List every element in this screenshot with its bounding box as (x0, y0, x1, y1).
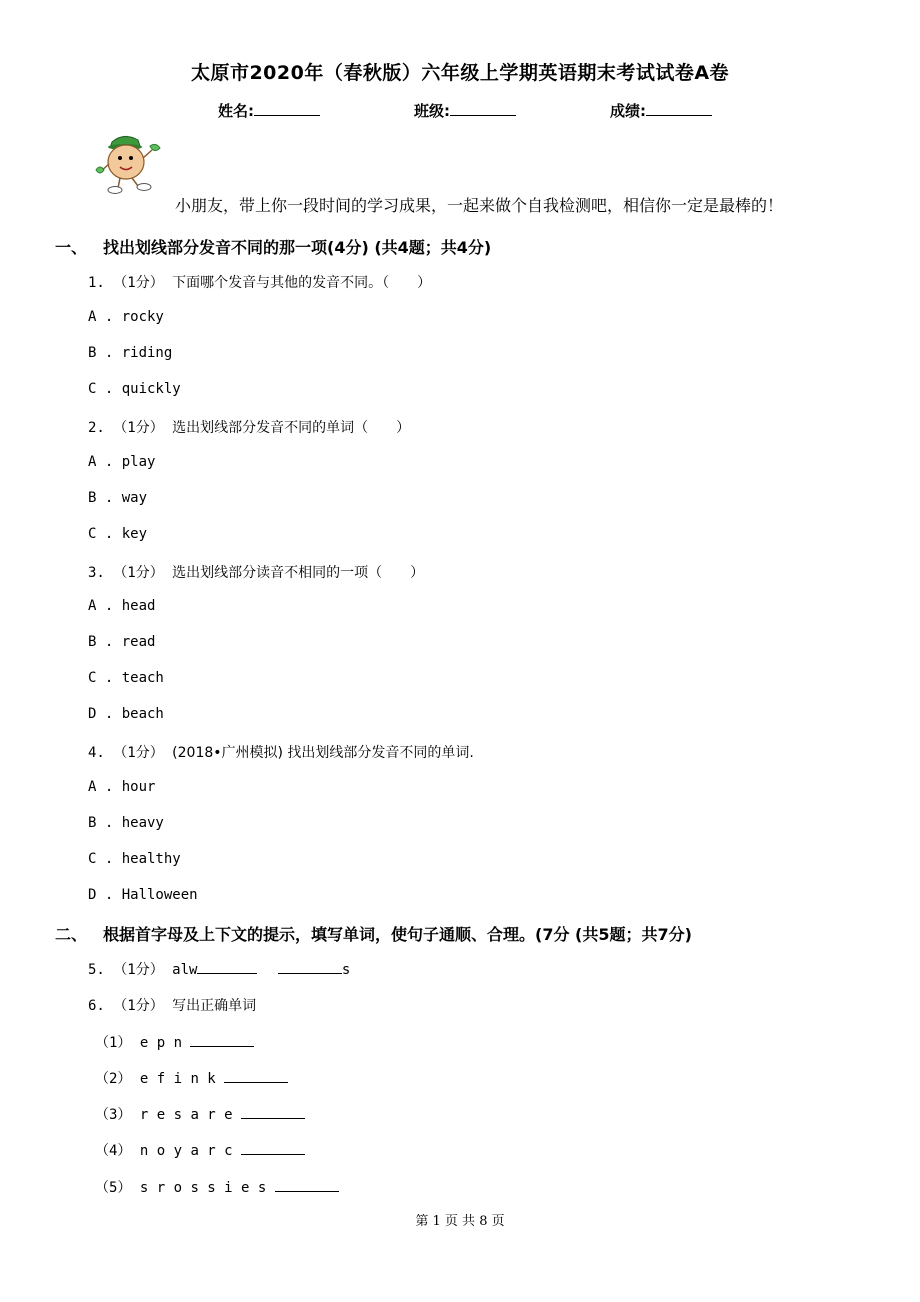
scrambled-letters: n o y a r c (139, 1143, 233, 1159)
question-1 (88, 272, 431, 292)
sub-question-2 (95, 1068, 288, 1088)
question-score: （1分） (113, 745, 164, 761)
score-label: 成绩: (610, 102, 646, 120)
question-score: （1分） (113, 275, 164, 291)
option-3d: D . beach (88, 706, 164, 722)
question-stem: (2018•广州模拟) 找出划线部分发音不同的单词. (172, 745, 474, 761)
question-stem: 选出划线部分读音不相同的一项（ ） (172, 565, 425, 581)
answer-blank (190, 1034, 254, 1047)
section-number: 二、 (55, 925, 88, 944)
option-4a: A . hour (88, 779, 156, 795)
name-blank (254, 101, 320, 116)
answer-blank (224, 1070, 288, 1083)
section-heading (55, 235, 491, 258)
option-1c: C . quickly (88, 381, 181, 397)
answer-blank (197, 961, 257, 974)
scrambled-letters: s r o s s i e s (139, 1180, 267, 1196)
option-1b: B . riding (88, 345, 173, 361)
question-3 (88, 562, 424, 582)
name-field (218, 100, 320, 121)
sub-question-1 (95, 1032, 254, 1052)
sub-question-5 (95, 1177, 339, 1197)
sub-number: （4） (95, 1143, 132, 1159)
scrambled-letters: r e s a r e (139, 1107, 233, 1123)
question-stem: 选出划线部分发音不同的单词（ ） (172, 420, 411, 436)
section-title: 找出划线部分发音不同的那一项(4分) (共4题；共4分) (103, 238, 492, 257)
sub-number: （2） (95, 1071, 132, 1087)
class-field (414, 100, 516, 121)
scrambled-letters: e f i n k (139, 1071, 216, 1087)
option-3b: B . read (88, 634, 156, 650)
question-number: 3. (88, 565, 105, 581)
question-number: 2. (88, 420, 105, 436)
question-6 (88, 995, 256, 1015)
question-number: 4. (88, 745, 105, 761)
question-number: 6. (88, 998, 105, 1014)
section-number: 一、 (55, 238, 88, 257)
word-prefix: alw (172, 962, 198, 978)
page-footer: 第 1 页 共 8 页 (415, 1214, 505, 1229)
sub-question-3 (95, 1104, 305, 1124)
answer-blank (278, 961, 342, 974)
section-title: 根据首字母及上下文的提示，填写单词，使句子通顺、合理。(7分 (共5题；共7分) (103, 925, 692, 944)
sub-number: （3） (95, 1107, 132, 1123)
answer-blank (241, 1142, 305, 1155)
score-field (610, 100, 712, 121)
section-heading (55, 922, 692, 945)
sub-number: （5） (95, 1180, 132, 1196)
page-title: 太原市2020年（春秋版）六年级上学期英语期末考试试卷A卷 (190, 62, 730, 84)
question-2 (88, 417, 410, 437)
word-suffix: s (341, 962, 351, 978)
answer-blank (241, 1106, 305, 1119)
class-blank (450, 101, 516, 116)
option-2c: C . key (88, 526, 148, 542)
scrambled-letters: e p n (139, 1035, 183, 1051)
sub-question-4 (95, 1140, 305, 1160)
question-score: （1分） (113, 420, 164, 436)
question-score: （1分） (113, 998, 164, 1014)
question-stem: 下面哪个发音与其他的发音不同。（ ） (172, 275, 432, 291)
question-score: （1分） (113, 962, 164, 978)
question-stem: 写出正确单词 (172, 998, 257, 1014)
option-4d: D . Halloween (88, 887, 198, 903)
question-4 (88, 742, 474, 762)
score-blank (646, 101, 712, 116)
option-4b: B . heavy (88, 815, 164, 831)
name-label: 姓名: (218, 102, 254, 120)
option-3a: A . head (88, 598, 156, 614)
answer-blank (275, 1179, 339, 1192)
intro-text: 小朋友，带上你一段时间的学习成果，一起来做个自我检测吧，相信你一定是最棒的！ (175, 196, 784, 215)
question-number: 1. (88, 275, 105, 291)
cartoon-mascot-icon (94, 130, 168, 196)
option-2a: A . play (88, 454, 156, 470)
question-score: （1分） (113, 565, 164, 581)
option-2b: B . way (88, 490, 148, 506)
question-5 (88, 959, 350, 979)
question-number: 5. (88, 962, 105, 978)
sub-number: （1） (95, 1035, 132, 1051)
option-1a: A . rocky (88, 309, 164, 325)
option-3c: C . teach (88, 670, 164, 686)
class-label: 班级: (414, 102, 450, 120)
option-4c: C . healthy (88, 851, 181, 867)
